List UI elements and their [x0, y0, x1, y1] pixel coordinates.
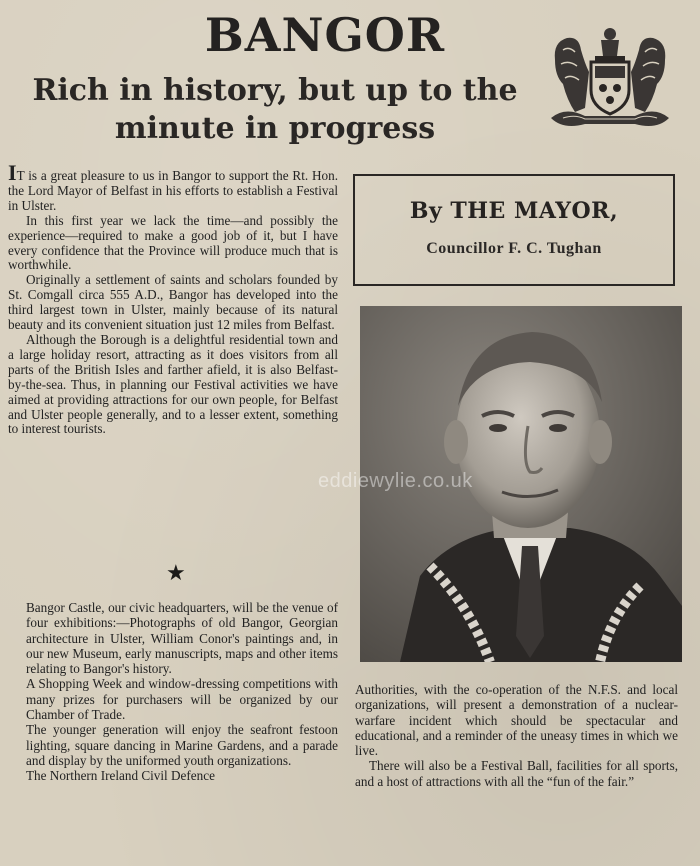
subheadline	[10, 72, 540, 148]
byline-box	[353, 174, 675, 286]
coat-of-arms-icon	[545, 20, 675, 138]
paragraph-4: Although the Borough is a delightful residential town and a large holiday resort, attracting as it does visitors from all parts of the British Isles and farther afield, it is also Belfast-by-the-sea. Thus, in planning our Festival activities we have aimed at providing attractions for our own people, for Belfast and Ulster people generally, and to a lesser extent, something to interest tourists.	[8, 331, 338, 437]
subheadline-line-1: Rich in history, but up to the	[32, 73, 518, 108]
article-column-left-lower	[26, 600, 338, 784]
star-icon: ★	[166, 560, 186, 585]
paragraph-5: Bangor Castle, our civic headquarters, will be the venue of four exhibitions:—Photographs of old Bangor, Georgian architecture in Ulster, William Conor's paintings and, in our new Museum, early manuscripts, maps and other items relating to Bangor's history.	[26, 600, 338, 677]
paragraph-1	[8, 160, 338, 214]
paragraph-8: The Northern Ireland Civil Defence	[26, 768, 215, 784]
article-column-left	[8, 160, 338, 437]
article-column-right	[355, 682, 678, 789]
byline-title: By THE MAYOR,	[409, 198, 619, 224]
paragraph-1-text: T is a great pleasure to us in Bangor to support the Rt. Hon. the Lord Mayor of Belfast in his efforts to establish a Festival in Ulster.	[8, 168, 338, 213]
paragraph-7: The younger generation will enjoy the seafront festoon lighting, square dancing in Marine Gardens, and a parade and display by the uniformed youth organizations.	[26, 722, 338, 768]
paragraph-9: Authorities, with the co-operation of the N.F.S. and local organizations, will present a demonstration of a nuclear-warfare incident which should be spectacular and educational, and a reminder of the uneasy times in which we live.	[355, 682, 678, 759]
paragraph-10: There will also be a Festival Ball, facilities for all sports, and a host of attractions with all the “fun of the fair.”	[355, 758, 678, 789]
subheadline-line-2: minute in progress	[114, 111, 436, 146]
paragraph-3: Originally a settlement of saints and scholars founded by St. Comgall circa 555 A.D., Bangor has developed into the third largest town in Ulster, mainly because of its natural beauty and its convenient situation just 12 miles from Belfast.	[8, 272, 338, 333]
watermark: eddiewylie.co.uk	[318, 470, 473, 492]
headline: BANGOR	[204, 8, 446, 62]
paragraph-2: In this first year we lack the time—and possibly the experience—required to make a good job of it, but I have every confidence that the Province will produce much that is worthwhile.	[8, 212, 338, 273]
byline-name: Councillor F. C. Tughan	[426, 240, 602, 257]
drop-cap: I	[8, 160, 17, 185]
paragraph-6: A Shopping Week and window-dressing competitions with many prizes for purchasers will be organized by our Chamber of Trade.	[26, 676, 338, 723]
